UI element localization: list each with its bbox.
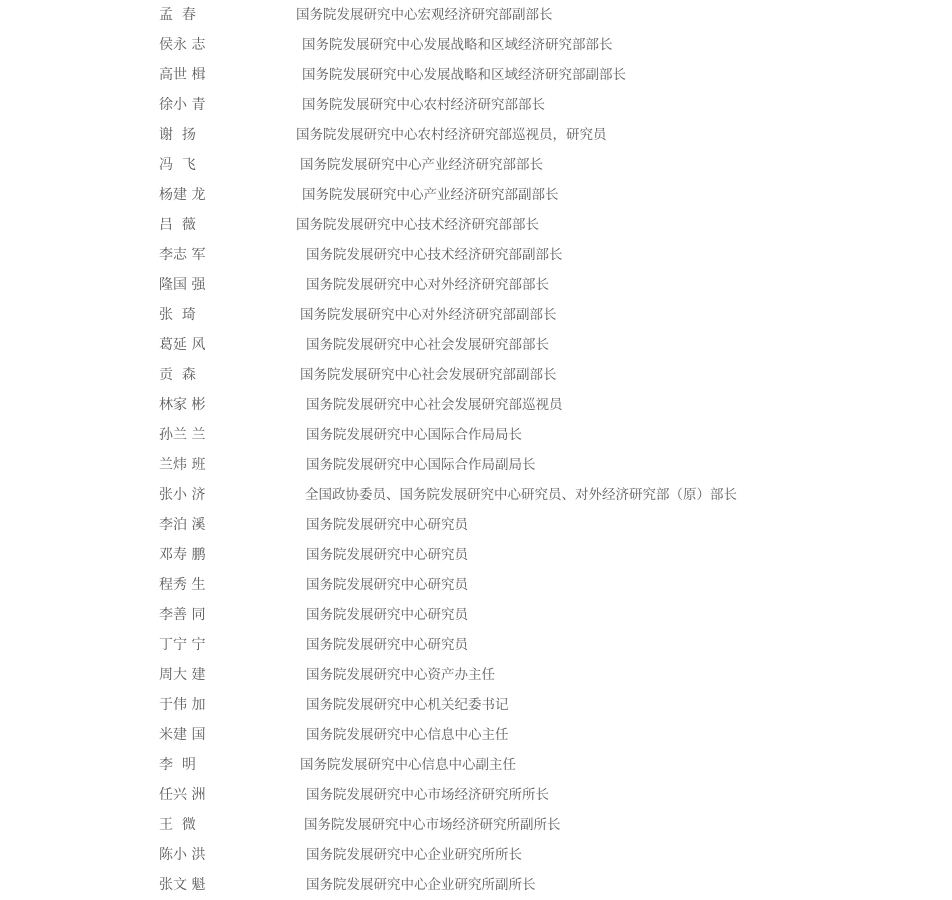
person-title: 国务院发展研究中心对外经济研究部副部长 [300, 307, 557, 323]
person-name: 陈小 洪 [159, 847, 206, 863]
person-title: 国务院发展研究中心发展战略和区域经济研究部部长 [302, 37, 613, 53]
person-name: 周大 建 [159, 667, 206, 683]
person-title: 国务院发展研究中心农村经济研究部部长 [302, 97, 545, 113]
person-name: 高世 楫 [159, 67, 206, 83]
list-item [0, 60, 952, 90]
person-title: 国务院发展研究中心研究员 [306, 637, 468, 653]
person-name: 谢 扬 [159, 127, 196, 143]
person-title: 国务院发展研究中心产业经济研究部部长 [300, 157, 543, 173]
list-item [0, 810, 952, 840]
person-title: 国务院发展研究中心研究员 [306, 577, 468, 593]
list-item [0, 570, 952, 600]
person-title: 国务院发展研究中心社会发展研究部巡视员 [306, 397, 563, 413]
person-name: 王 微 [159, 817, 196, 833]
person-name: 张小 济 [159, 487, 206, 503]
list-item [0, 600, 952, 630]
person-name: 张 琦 [159, 307, 196, 323]
person-title: 国务院发展研究中心宏观经济研究部副部长 [296, 7, 553, 23]
person-name: 程秀 生 [159, 577, 206, 593]
person-title: 全国政协委员、国务院发展研究中心研究员、对外经济研究部（原）部长 [305, 487, 737, 503]
person-title: 国务院发展研究中心产业经济研究部副部长 [302, 187, 559, 203]
list-item [0, 150, 952, 180]
person-name: 侯永 志 [159, 37, 206, 53]
person-title: 国务院发展研究中心国际合作局副局长 [306, 457, 536, 473]
list-item [0, 300, 952, 330]
person-name: 孙兰 兰 [159, 427, 206, 443]
person-name: 兰炜 班 [159, 457, 206, 473]
list-item [0, 540, 952, 570]
person-name: 李善 同 [159, 607, 206, 623]
person-name: 葛延 风 [159, 337, 206, 353]
person-title: 国务院发展研究中心技术经济研究部副部长 [306, 247, 563, 263]
person-name: 米建 国 [159, 727, 206, 743]
person-name: 吕 薇 [159, 217, 196, 233]
person-title: 国务院发展研究中心农村经济研究部巡视员，研究员 [296, 127, 607, 143]
list-item [0, 360, 952, 390]
person-title: 国务院发展研究中心信息中心副主任 [300, 757, 516, 773]
person-title: 国务院发展研究中心市场经济研究所副所长 [304, 817, 561, 833]
list-item [0, 0, 952, 30]
person-name: 贡 森 [159, 367, 196, 383]
person-name: 张文 魁 [159, 877, 206, 893]
list-item [0, 420, 952, 450]
list-item [0, 840, 952, 870]
person-name: 李泊 溪 [159, 517, 206, 533]
person-name: 丁宁 宁 [159, 637, 206, 653]
list-item [0, 780, 952, 810]
person-name: 徐小 青 [159, 97, 206, 113]
person-name: 林家 彬 [159, 397, 206, 413]
list-item [0, 30, 952, 60]
person-title: 国务院发展研究中心机关纪委书记 [306, 697, 509, 713]
person-name: 李 明 [159, 757, 196, 773]
list-item [0, 180, 952, 210]
list-item [0, 870, 952, 900]
list-item [0, 240, 952, 270]
list-item [0, 120, 952, 150]
person-title: 国务院发展研究中心技术经济研究部部长 [296, 217, 539, 233]
list-item [0, 660, 952, 690]
list-item [0, 720, 952, 750]
person-title: 国务院发展研究中心企业研究所副所长 [306, 877, 536, 893]
person-title: 国务院发展研究中心研究员 [306, 547, 468, 563]
person-title: 国务院发展研究中心研究员 [306, 607, 468, 623]
person-title: 国务院发展研究中心研究员 [306, 517, 468, 533]
person-name: 冯 飞 [159, 157, 196, 173]
person-title: 国务院发展研究中心市场经济研究所所长 [306, 787, 549, 803]
person-name: 杨建 龙 [159, 187, 206, 203]
list-item [0, 450, 952, 480]
person-title: 国务院发展研究中心发展战略和区域经济研究部副部长 [302, 67, 626, 83]
person-name: 于伟 加 [159, 697, 206, 713]
list-item [0, 630, 952, 660]
list-item [0, 390, 952, 420]
list-item [0, 510, 952, 540]
list-item [0, 270, 952, 300]
list-item [0, 210, 952, 240]
person-title: 国务院发展研究中心国际合作局局长 [306, 427, 522, 443]
person-name: 邓寿 鹏 [159, 547, 206, 563]
person-title: 国务院发展研究中心社会发展研究部部长 [306, 337, 549, 353]
person-title: 国务院发展研究中心资产办主任 [306, 667, 495, 683]
list-item [0, 690, 952, 720]
person-title: 国务院发展研究中心信息中心主任 [306, 727, 509, 743]
list-item [0, 330, 952, 360]
person-name: 李志 军 [159, 247, 206, 263]
list-item [0, 480, 952, 510]
list-item [0, 750, 952, 780]
person-title: 国务院发展研究中心对外经济研究部部长 [306, 277, 549, 293]
person-title: 国务院发展研究中心企业研究所所长 [306, 847, 522, 863]
person-title: 国务院发展研究中心社会发展研究部副部长 [300, 367, 557, 383]
list-item [0, 90, 952, 120]
person-name: 任兴 洲 [159, 787, 206, 803]
person-name: 隆国 强 [159, 277, 206, 293]
person-name: 孟 春 [159, 7, 196, 23]
